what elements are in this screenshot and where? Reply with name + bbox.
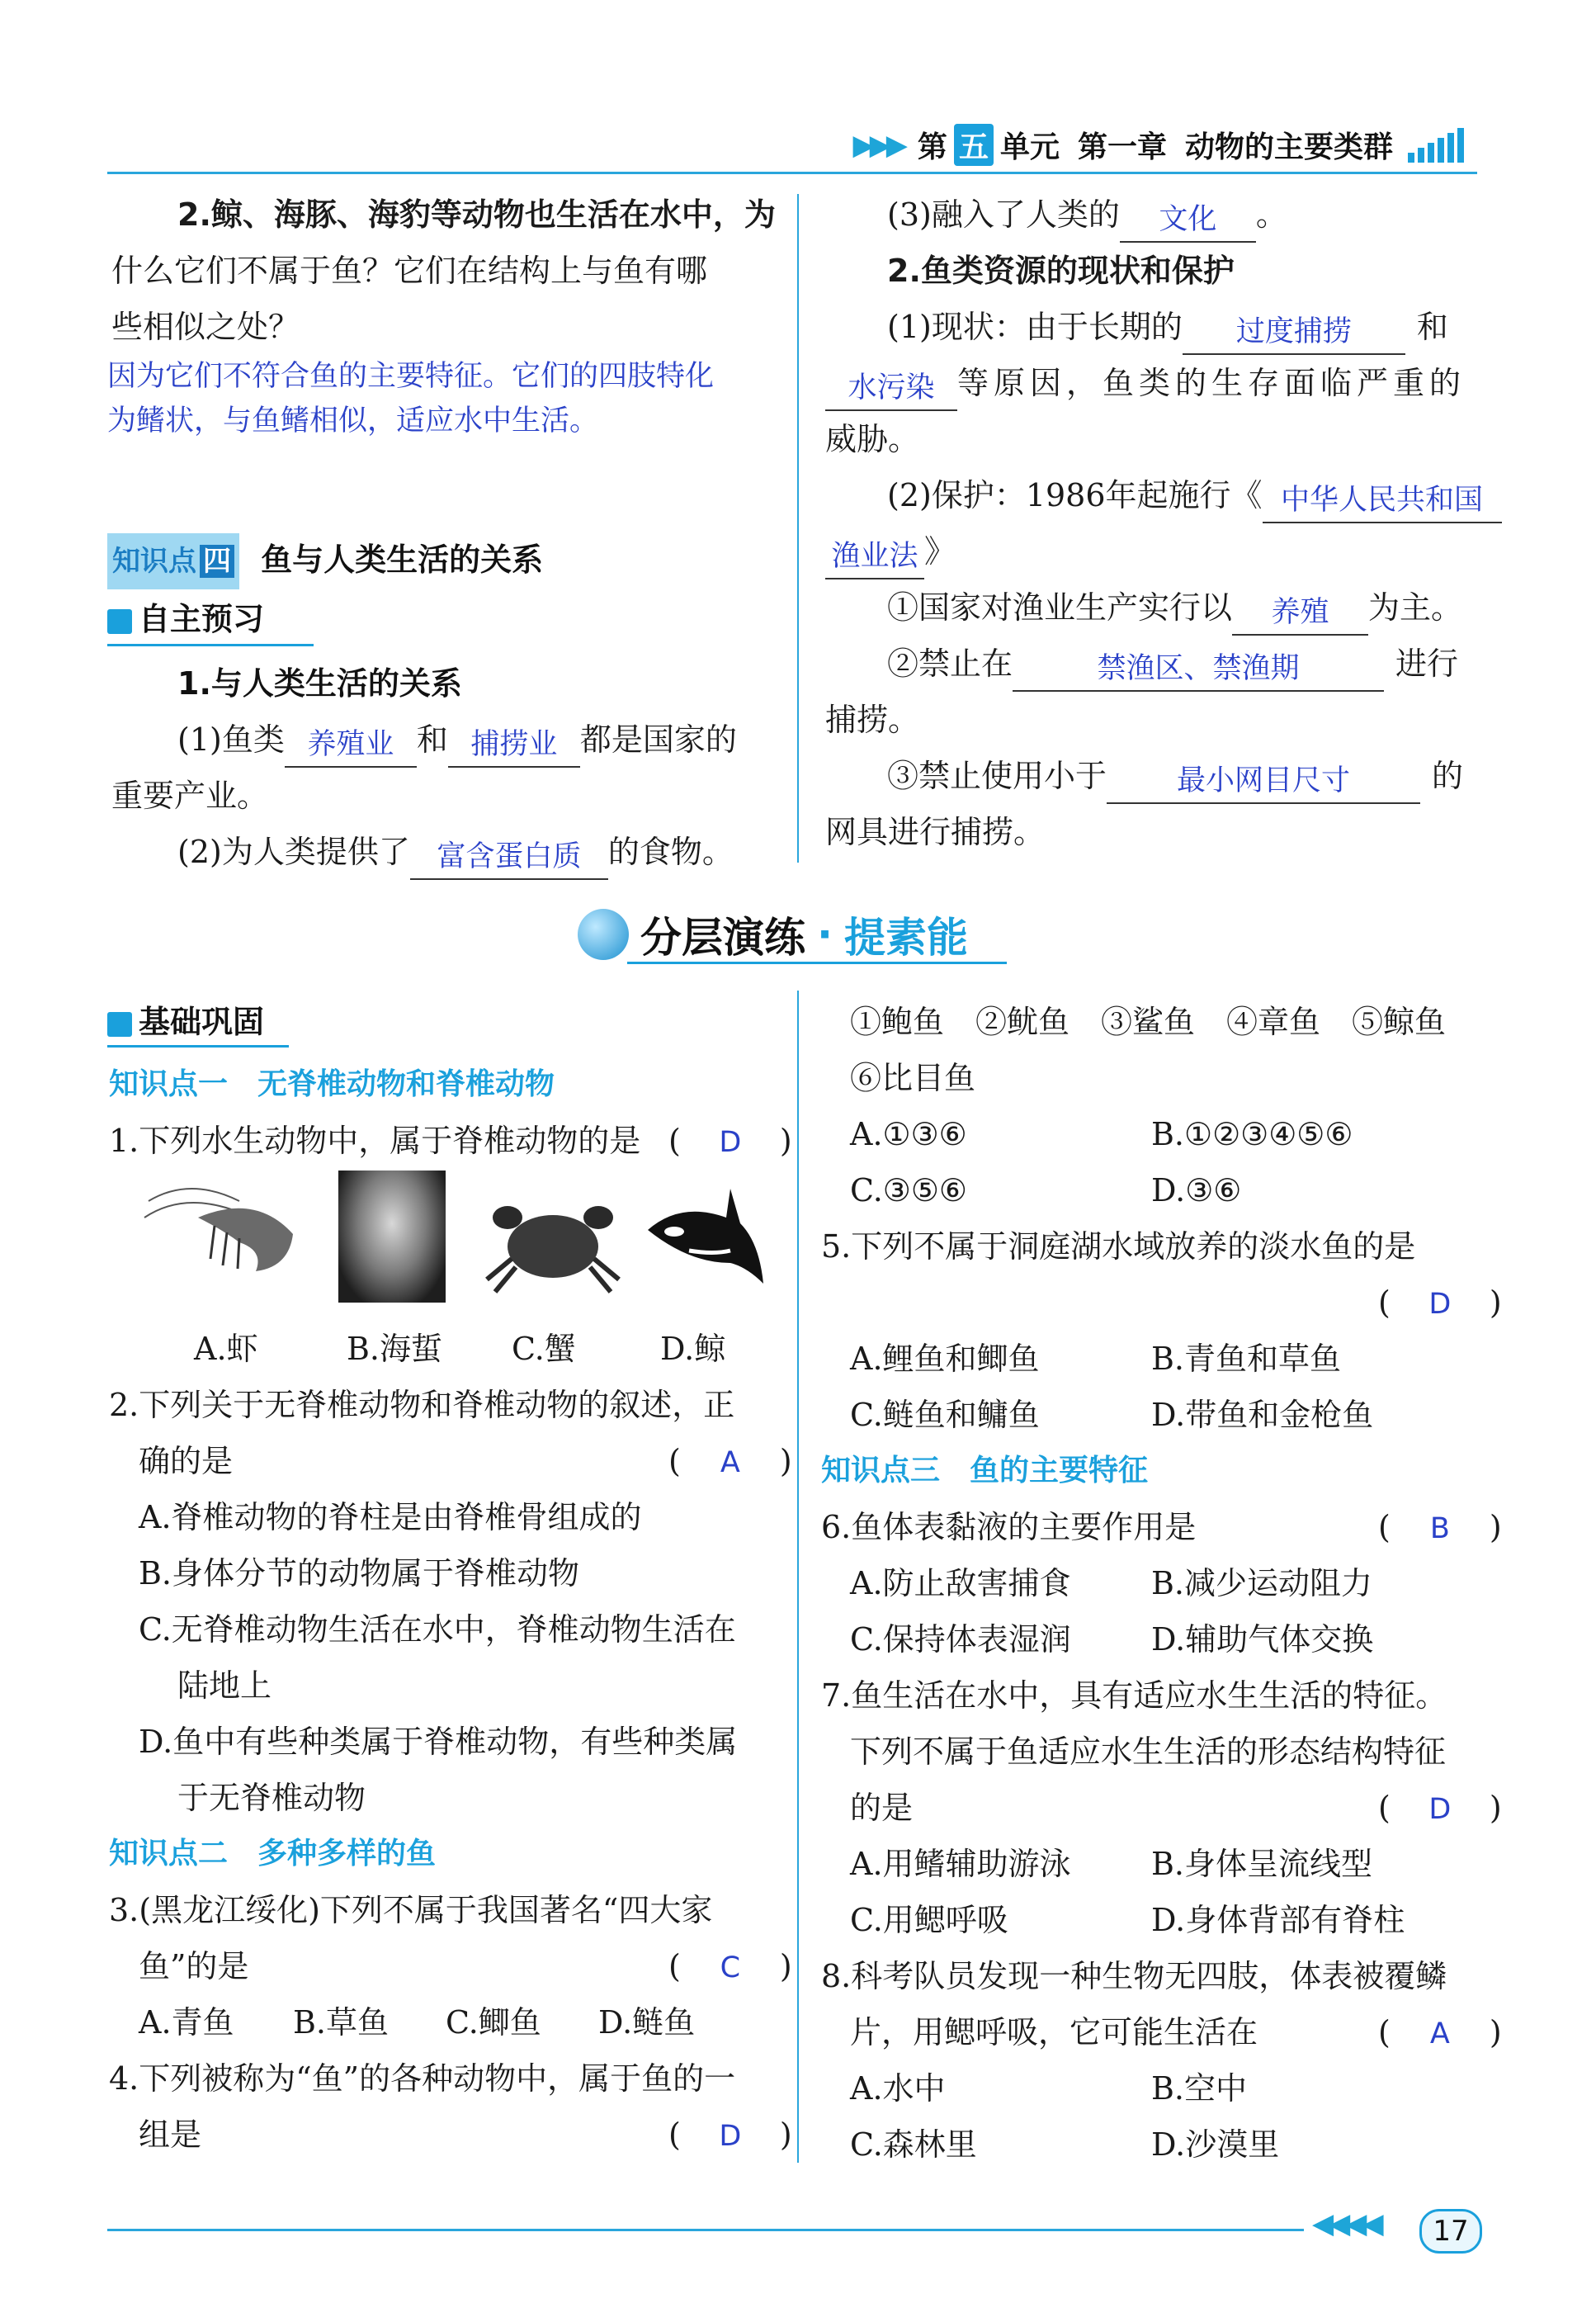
q8-option-d: D.沙漠里 (1151, 2126, 1280, 2163)
stack-icon (107, 609, 132, 634)
q-whale-line1: 2.鲸、海豚、海豹等动物也生活在水中，为 (177, 196, 776, 233)
q6-line1: 6.鱼体表黏液的主要作用是 (821, 1509, 1197, 1545)
answer-blank: 捕捞业 (470, 728, 558, 761)
q8-option-c: C.森林里 (850, 2126, 977, 2163)
banner-underline (627, 962, 1007, 964)
kp4-title: 鱼与人类生活的关系 (261, 542, 544, 578)
q1-label-c: C.蟹 (512, 1331, 576, 1367)
s2-line6: ①国家对渔业生产实行以 养殖 为主。 (887, 579, 1462, 636)
q6-option-a: A.防止敌害捕食 (850, 1565, 1071, 1601)
footer-arrows-icon: ◀◀◀◀ (1312, 2207, 1379, 2240)
q7-answer: ( D ) (1378, 1790, 1502, 1826)
kp4-badge: 知识点 四 (107, 533, 239, 589)
q2-line1: 2.下列关于无脊椎动物和脊椎动物的叙述，正 (109, 1387, 735, 1423)
q1-answer: ( D ) (668, 1123, 792, 1159)
q2-answer: ( A ) (668, 1443, 792, 1479)
s2-line4: (2)保护：1986年起施行《 中华人民共和国 (887, 467, 1502, 523)
s1-line3: (2)为人类提供了 富含蛋白质 的食物。 (177, 824, 734, 880)
q7-option-b: B.身体呈流线型 (1151, 1846, 1373, 1882)
q5-option-c: C.鲢鱼和鳙鱼 (850, 1397, 1040, 1433)
kp1-title: 知识点一 无脊椎动物和脊椎动物 (109, 1067, 555, 1101)
header-prefix: 第 (917, 130, 947, 164)
s2-line3: 威胁。 (825, 421, 920, 457)
header-title: 动物的主要类群 (1184, 130, 1393, 164)
q-whale-line3: 些相似之处？ (111, 309, 300, 345)
q4-items-line1: ①鲍鱼 ②鱿鱼 ③鲨鱼 ④章鱼 ⑤鲸鱼 (850, 1004, 1447, 1040)
s1-line1: (1)鱼类 养殖业 和 捕捞业 都是国家的 (177, 712, 737, 768)
globe-icon (578, 909, 629, 960)
answer-blank: 养殖业 (307, 728, 394, 761)
q6-option-c: C.保持体表湿润 (850, 1621, 1071, 1658)
q4-option-d: D.③⑥ (1151, 1172, 1242, 1208)
q4-answer: ( D ) (668, 2116, 792, 2153)
q2-option-c2: 陆地上 (177, 1667, 272, 1704)
q3-line1: 3.(黑龙江绥化)下列不属于我国著名“四大家 (109, 1892, 713, 1928)
q2-line2: 确的是 (139, 1443, 234, 1479)
banner-left: 分层演练 (640, 914, 805, 962)
q5-answer: ( D ) (1378, 1284, 1502, 1321)
q6-option-b: B.减少运动阻力 (1151, 1565, 1373, 1601)
q3-option-b: B.草鱼 (293, 2004, 390, 2041)
q2-option-d1: D.鱼中有些种类属于脊椎动物，有些种类属 (139, 1724, 738, 1760)
q7-line2: 下列不属于鱼适应水生生活的形态结构特征 (850, 1733, 1447, 1770)
s1-heading: 1.与人类生活的关系 (177, 665, 462, 702)
q-whale-line2: 什么它们不属于鱼？它们在结构上与鱼有哪 (111, 253, 708, 289)
q5-option-b: B.青鱼和草鱼 (1151, 1341, 1342, 1377)
r-culture-line: (3)融入了人类的 文化 。 (887, 187, 1287, 243)
q1-label-b: B.海蜇 (347, 1331, 443, 1367)
header-chapter: 第一章 (1077, 130, 1167, 164)
header-divider (107, 172, 1477, 174)
q8-line1: 8.科考队员发现一种生物无四肢，体表被覆鳞 (821, 1958, 1447, 1994)
stack-icon (107, 1012, 132, 1037)
q7-option-a: A.用鳍辅助游泳 (850, 1846, 1071, 1882)
banner-dot: · (817, 910, 833, 958)
q3-answer: ( C ) (668, 1948, 792, 1984)
q-whale-answer-line2: 为鳍状，与鱼鳍相似，适应水中生活。 (107, 404, 599, 437)
basic-underline (107, 1045, 289, 1048)
crab-image (483, 1189, 623, 1296)
q1-stem: 1.下列水生动物中，属于脊椎动物的是 (109, 1123, 641, 1159)
q4-line1: 4.下列被称为“鱼”的各种动物中，属于鱼的一 (109, 2060, 736, 2097)
column-divider-bottom (797, 991, 799, 2163)
q7-option-d: D.身体背部有脊柱 (1151, 1902, 1405, 1938)
q8-option-b: B.空中 (1151, 2070, 1248, 2107)
jellyfish-image (338, 1171, 446, 1303)
section-banner (578, 905, 968, 964)
s2-line5: 渔业法 》 (825, 523, 956, 579)
kp3-title: 知识点三 鱼的主要特征 (821, 1454, 1149, 1487)
signal-bars-icon (1406, 126, 1472, 164)
footer-divider (107, 2229, 1304, 2231)
q1-label-a: A.虾 (194, 1331, 258, 1367)
q7-line1: 7.鱼生活在水中，具有适应水生生活的特征。 (821, 1677, 1447, 1714)
q3-option-d: D.鲢鱼 (598, 2004, 696, 2041)
shrimp-image (140, 1168, 305, 1284)
s2-line1: (1)现状：由于长期的 过度捕捞 和 (887, 299, 1448, 355)
q4-option-c: C.③⑤⑥ (850, 1172, 967, 1208)
q8-answer: ( A ) (1378, 2014, 1502, 2050)
q2-option-a: A.脊椎动物的脊柱是由脊椎骨组成的 (139, 1499, 642, 1535)
q-whale-answer-line1: 因为它们不符合鱼的主要特征。它们的四肢特化 (107, 360, 715, 393)
q5-option-a: A.鲤鱼和鲫鱼 (850, 1341, 1040, 1377)
column-divider-top (797, 194, 799, 863)
s1-line2: 重要产业。 (111, 778, 269, 814)
q5-line1: 5.下列不属于洞庭湖水域放养的淡水鱼的是 (821, 1228, 1416, 1265)
q6-option-d: D.辅助气体交换 (1151, 1621, 1374, 1658)
s2-line2: 水污染 等原因，鱼类的生存面临严重的 (825, 355, 1466, 411)
s2-line10: 网具进行捕捞。 (825, 814, 1046, 850)
q4-option-a: A.①③⑥ (850, 1116, 967, 1152)
q2-option-b: B.身体分节的动物属于脊椎动物 (139, 1555, 580, 1591)
basic-heading: 基础巩固 (107, 994, 264, 1050)
q7-option-c: C.用鳃呼吸 (850, 1902, 1008, 1938)
orca-image (640, 1180, 772, 1296)
s2-heading: 2.鱼类资源的现状和保护 (887, 253, 1235, 289)
knowledge-point-4 (107, 532, 543, 589)
q7-line3: 的是 (850, 1790, 914, 1826)
page-number: 17 (1419, 2209, 1482, 2254)
q8-line2: 片，用鳃呼吸，它可能生活在 (850, 2014, 1258, 2050)
s2-line8: 捕捞。 (825, 702, 920, 738)
q3-option-a: A.青鱼 (139, 2004, 234, 2041)
s2-line7: ②禁止在 禁渔区、禁渔期 进行 (887, 636, 1458, 692)
header-unit-number: 五 (954, 124, 994, 166)
q1-label-d: D.鲸 (660, 1331, 726, 1367)
q4-line2: 组是 (139, 2116, 202, 2153)
q8-option-a: A.水中 (850, 2070, 946, 2107)
q4-option-b: B.①②③④⑤⑥ (1151, 1116, 1353, 1152)
q2-option-c1: C.无脊椎动物生活在水中，脊椎动物生活在 (139, 1611, 736, 1648)
banner-right: 提素能 (844, 914, 968, 962)
q4-items-line2: ⑥比目鱼 (850, 1060, 976, 1096)
header-arrows-icon: ▶▶▶ (852, 128, 903, 162)
answer-blank: 富含蛋白质 (437, 840, 582, 873)
q3-option-c: C.鲫鱼 (446, 2004, 541, 2041)
header-unit-suffix: 单元 (999, 130, 1060, 164)
q5-option-d: D.带鱼和金枪鱼 (1151, 1397, 1374, 1433)
q2-option-d2: 于无脊椎动物 (177, 1780, 366, 1816)
s2-line9: ③禁止使用小于 最小网目尺寸 的 (887, 748, 1463, 804)
page-header (852, 124, 1472, 166)
kp2-title: 知识点二 多种多样的鱼 (109, 1837, 437, 1871)
q3-line2: 鱼”的是 (139, 1948, 249, 1984)
q6-answer: ( B ) (1378, 1509, 1502, 1545)
preview-underline (107, 644, 314, 646)
self-preview-heading: 自主预习 (107, 591, 264, 647)
